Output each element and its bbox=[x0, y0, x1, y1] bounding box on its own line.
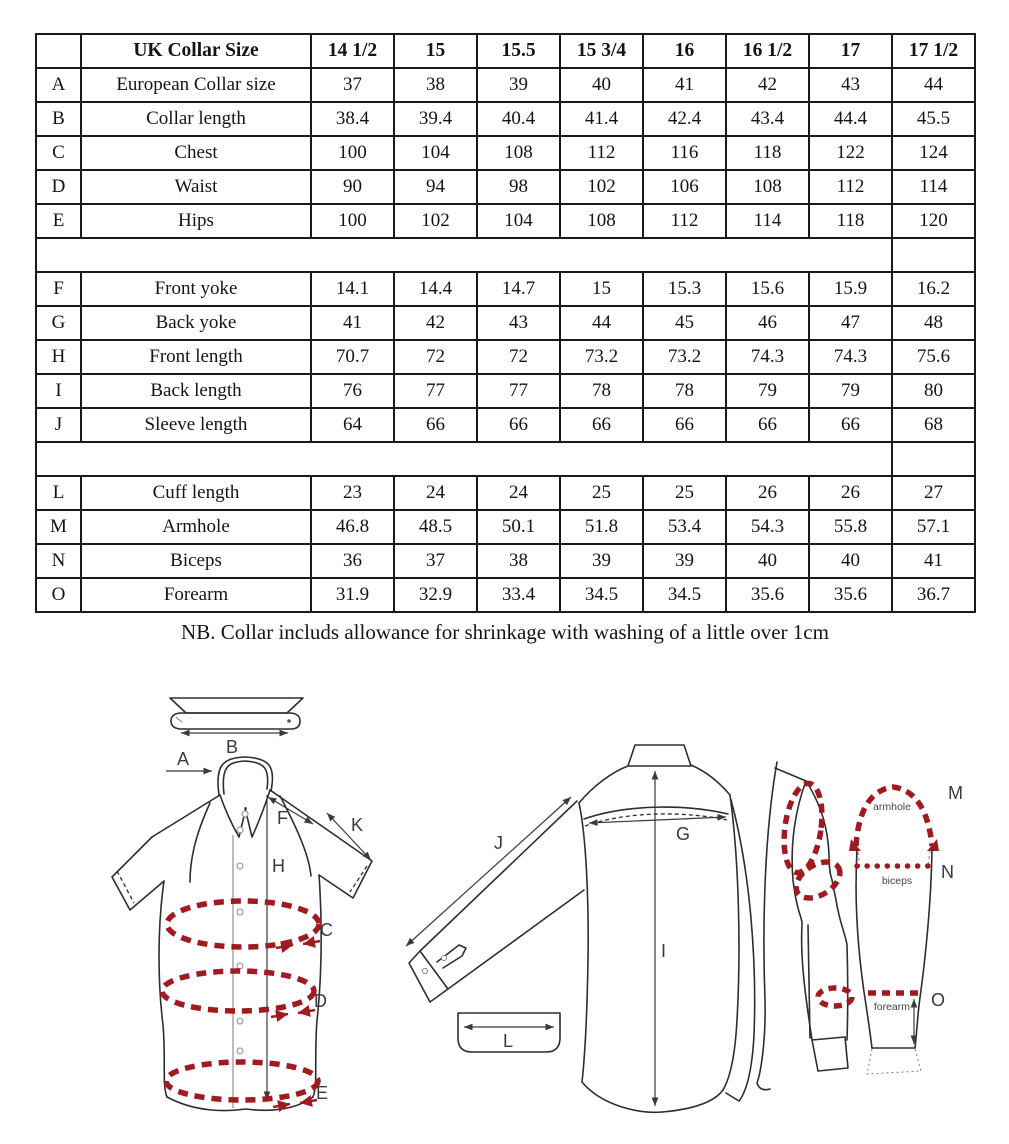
value-cell: 66 bbox=[726, 408, 809, 442]
row-letter: I bbox=[36, 374, 81, 408]
value-cell: 43.4 bbox=[726, 102, 809, 136]
shrinkage-note: NB. Collar includs allowance for shrinkage with washing of a little over 1cm bbox=[181, 620, 829, 644]
value-cell: 76 bbox=[311, 374, 394, 408]
measure-arrow-J bbox=[406, 797, 571, 946]
value-cell: 14.4 bbox=[394, 272, 477, 306]
row-label: Chest bbox=[81, 136, 311, 170]
value-cell: 16.2 bbox=[892, 272, 975, 306]
value-cell: 73.2 bbox=[560, 340, 643, 374]
row-letter: L bbox=[36, 476, 81, 510]
label-d: D bbox=[314, 991, 327, 1011]
row-letter: E bbox=[36, 204, 81, 238]
armhole-annotation: armhole bbox=[873, 801, 911, 813]
value-cell: 108 bbox=[560, 204, 643, 238]
value-cell: 73.2 bbox=[643, 340, 726, 374]
value-cell: 77 bbox=[477, 374, 560, 408]
measure-row-G bbox=[36, 306, 975, 340]
measure-row-H bbox=[36, 340, 975, 374]
cuff-drawing bbox=[458, 1013, 560, 1052]
value-cell: 31.9 bbox=[311, 578, 394, 612]
value-cell: 23 bbox=[311, 476, 394, 510]
armhole-ellipse bbox=[779, 781, 827, 875]
value-cell: 98 bbox=[477, 170, 560, 204]
measure-arrow-G bbox=[589, 817, 726, 823]
label-f: F bbox=[277, 808, 288, 828]
value-cell: 78 bbox=[643, 374, 726, 408]
measurement-diagrams bbox=[0, 686, 1009, 1144]
red-girth-arrows bbox=[271, 941, 320, 1107]
value-cell: 25 bbox=[643, 476, 726, 510]
value-cell: 41.4 bbox=[560, 102, 643, 136]
value-cell: 44.4 bbox=[809, 102, 892, 136]
value-cell: 66 bbox=[809, 408, 892, 442]
value-cell: 44 bbox=[892, 68, 975, 102]
value-cell: 48.5 bbox=[394, 510, 477, 544]
waist-ellipse bbox=[162, 971, 314, 1011]
value-cell: 34.5 bbox=[560, 578, 643, 612]
measure-row-D bbox=[36, 170, 975, 204]
value-cell: 45 bbox=[643, 306, 726, 340]
measure-row-C bbox=[36, 136, 975, 170]
value-cell: 55.8 bbox=[809, 510, 892, 544]
value-cell: 45.5 bbox=[892, 102, 975, 136]
value-cell: 44 bbox=[560, 306, 643, 340]
value-cell: 57.1 bbox=[892, 510, 975, 544]
forearm-ellipse bbox=[818, 988, 852, 1006]
value-cell: 24 bbox=[394, 476, 477, 510]
value-cell: 39 bbox=[477, 68, 560, 102]
value-cell: 112 bbox=[809, 170, 892, 204]
row-letter: N bbox=[36, 544, 81, 578]
spacer-cell-last bbox=[892, 238, 975, 272]
label-j: J bbox=[494, 833, 503, 853]
label-g: G bbox=[676, 824, 691, 844]
value-cell: 25 bbox=[560, 476, 643, 510]
value-cell: 104 bbox=[477, 204, 560, 238]
row-label: Biceps bbox=[81, 544, 311, 578]
spacer-cell-last bbox=[892, 442, 975, 476]
row-letter: C bbox=[36, 136, 81, 170]
row-label: Waist bbox=[81, 170, 311, 204]
row-letter: J bbox=[36, 408, 81, 442]
spacer-row bbox=[36, 238, 975, 272]
value-cell: 37 bbox=[394, 544, 477, 578]
value-cell: 51.8 bbox=[560, 510, 643, 544]
value-cell: 39.4 bbox=[394, 102, 477, 136]
value-cell: 104 bbox=[394, 136, 477, 170]
value-cell: 74.3 bbox=[809, 340, 892, 374]
biceps-annotation: biceps bbox=[881, 875, 913, 887]
label-i: I bbox=[661, 941, 667, 961]
value-cell: 39 bbox=[560, 544, 643, 578]
measure-row-L bbox=[36, 476, 975, 510]
label-m: M bbox=[948, 783, 963, 803]
row-letter: B bbox=[36, 102, 81, 136]
forearm-annotation: forearm bbox=[873, 1001, 910, 1013]
measure-row-M bbox=[36, 510, 975, 544]
label-b: B bbox=[226, 737, 239, 757]
value-cell: 74.3 bbox=[726, 340, 809, 374]
value-cell: 46.8 bbox=[311, 510, 394, 544]
value-cell: 43 bbox=[477, 306, 560, 340]
label-n: N bbox=[941, 862, 954, 882]
value-cell: 42.4 bbox=[643, 102, 726, 136]
value-cell: 36 bbox=[311, 544, 394, 578]
measure-row-N bbox=[36, 544, 975, 578]
value-cell: 114 bbox=[892, 170, 975, 204]
size-header: 15 3/4 bbox=[560, 34, 643, 68]
value-cell: 94 bbox=[394, 170, 477, 204]
measure-row-O bbox=[36, 578, 975, 612]
size-header: 14 1/2 bbox=[311, 34, 394, 68]
measure-row-J bbox=[36, 408, 975, 442]
label-e: E bbox=[316, 1083, 329, 1103]
row-label: Forearm bbox=[81, 578, 311, 612]
value-cell: 120 bbox=[892, 204, 975, 238]
size-header: 17 bbox=[809, 34, 892, 68]
value-cell: 66 bbox=[394, 408, 477, 442]
value-cell: 15.6 bbox=[726, 272, 809, 306]
value-cell: 108 bbox=[477, 136, 560, 170]
value-cell: 43 bbox=[809, 68, 892, 102]
value-cell: 34.5 bbox=[643, 578, 726, 612]
row-letter: H bbox=[36, 340, 81, 374]
value-cell: 66 bbox=[560, 408, 643, 442]
row-label: Cuff length bbox=[81, 476, 311, 510]
value-cell: 42 bbox=[726, 68, 809, 102]
value-cell: 35.6 bbox=[809, 578, 892, 612]
value-cell: 78 bbox=[560, 374, 643, 408]
value-cell: 26 bbox=[809, 476, 892, 510]
row-letter: D bbox=[36, 170, 81, 204]
label-l: L bbox=[503, 1031, 514, 1051]
row-label: Hips bbox=[81, 204, 311, 238]
value-cell: 80 bbox=[892, 374, 975, 408]
value-cell: 24 bbox=[477, 476, 560, 510]
spacer-cell bbox=[36, 442, 892, 476]
row-label: Back length bbox=[81, 374, 311, 408]
measure-row-I bbox=[36, 374, 975, 408]
value-cell: 48 bbox=[892, 306, 975, 340]
collar-band-drawing bbox=[170, 698, 303, 729]
value-cell: 64 bbox=[311, 408, 394, 442]
value-cell: 118 bbox=[726, 136, 809, 170]
buttons bbox=[237, 827, 243, 1054]
value-cell: 118 bbox=[809, 204, 892, 238]
value-cell: 68 bbox=[892, 408, 975, 442]
value-cell: 70.7 bbox=[311, 340, 394, 374]
spacer-row bbox=[36, 442, 975, 476]
value-cell: 27 bbox=[892, 476, 975, 510]
back-shirt-drawing bbox=[406, 745, 755, 1112]
row-label: Back yoke bbox=[81, 306, 311, 340]
value-cell: 42 bbox=[394, 306, 477, 340]
value-cell: 15 bbox=[560, 272, 643, 306]
value-cell: 46 bbox=[726, 306, 809, 340]
size-header: 16 bbox=[643, 34, 726, 68]
value-cell: 124 bbox=[892, 136, 975, 170]
value-cell: 47 bbox=[809, 306, 892, 340]
hips-ellipse bbox=[166, 1062, 318, 1100]
front-shirt-drawing bbox=[112, 698, 372, 1111]
value-cell: 41 bbox=[892, 544, 975, 578]
size-header: 16 1/2 bbox=[726, 34, 809, 68]
value-cell: 35.6 bbox=[726, 578, 809, 612]
value-cell: 15.3 bbox=[643, 272, 726, 306]
armhole-curve bbox=[856, 787, 932, 846]
value-cell: 15.9 bbox=[809, 272, 892, 306]
row-label: Front length bbox=[81, 340, 311, 374]
value-cell: 100 bbox=[311, 136, 394, 170]
label-a: A bbox=[177, 749, 190, 769]
value-cell: 37 bbox=[311, 68, 394, 102]
value-cell: 40 bbox=[560, 68, 643, 102]
row-letter: O bbox=[36, 578, 81, 612]
value-cell: 14.1 bbox=[311, 272, 394, 306]
measure-row-A bbox=[36, 68, 975, 102]
row-label: Collar length bbox=[81, 102, 311, 136]
label-c: C bbox=[320, 920, 333, 940]
value-cell: 53.4 bbox=[643, 510, 726, 544]
value-cell: 79 bbox=[726, 374, 809, 408]
value-cell: 112 bbox=[560, 136, 643, 170]
value-cell: 79 bbox=[809, 374, 892, 408]
value-cell: 36.7 bbox=[892, 578, 975, 612]
value-cell: 66 bbox=[643, 408, 726, 442]
label-h: H bbox=[272, 856, 285, 876]
size-header: 17 1/2 bbox=[892, 34, 975, 68]
value-cell: 77 bbox=[394, 374, 477, 408]
value-cell: 72 bbox=[477, 340, 560, 374]
measure-row-E bbox=[36, 204, 975, 238]
measure-arrow-F bbox=[268, 797, 313, 824]
size-chart-body bbox=[36, 34, 975, 612]
value-cell: 40 bbox=[809, 544, 892, 578]
row-label: Armhole bbox=[81, 510, 311, 544]
row-letter: F bbox=[36, 272, 81, 306]
chest-ellipse bbox=[167, 901, 319, 947]
value-cell: 41 bbox=[311, 306, 394, 340]
value-cell: 114 bbox=[726, 204, 809, 238]
value-cell: 38 bbox=[477, 544, 560, 578]
row-letter: M bbox=[36, 510, 81, 544]
value-cell: 122 bbox=[809, 136, 892, 170]
measure-arrow-K bbox=[327, 813, 371, 860]
value-cell: 116 bbox=[643, 136, 726, 170]
row-letter: A bbox=[36, 68, 81, 102]
sleeve-drawing bbox=[757, 762, 963, 1090]
value-cell: 108 bbox=[726, 170, 809, 204]
value-cell: 40.4 bbox=[477, 102, 560, 136]
value-cell: 102 bbox=[560, 170, 643, 204]
value-cell: 102 bbox=[394, 204, 477, 238]
value-cell: 40 bbox=[726, 544, 809, 578]
value-cell: 75.6 bbox=[892, 340, 975, 374]
value-cell: 54.3 bbox=[726, 510, 809, 544]
armpit-ellipse bbox=[790, 855, 847, 906]
value-cell: 72 bbox=[394, 340, 477, 374]
size-header: 15 bbox=[394, 34, 477, 68]
value-cell: 90 bbox=[311, 170, 394, 204]
value-cell: 38 bbox=[394, 68, 477, 102]
row-label: Front yoke bbox=[81, 272, 311, 306]
value-cell: 14.7 bbox=[477, 272, 560, 306]
row-label: European Collar size bbox=[81, 68, 311, 102]
value-cell: 33.4 bbox=[477, 578, 560, 612]
spacer-cell bbox=[36, 238, 892, 272]
header-row bbox=[36, 34, 975, 68]
value-cell: 32.9 bbox=[394, 578, 477, 612]
value-cell: 41 bbox=[643, 68, 726, 102]
value-cell: 26 bbox=[726, 476, 809, 510]
size-chart-table bbox=[35, 33, 976, 613]
size-header: 15.5 bbox=[477, 34, 560, 68]
label-o: O bbox=[931, 990, 946, 1010]
value-cell: 112 bbox=[643, 204, 726, 238]
measure-row-B bbox=[36, 102, 975, 136]
row-label: Sleeve length bbox=[81, 408, 311, 442]
row-letter: G bbox=[36, 306, 81, 340]
uk-collar-size-header: UK Collar Size bbox=[81, 34, 311, 68]
value-cell: 66 bbox=[477, 408, 560, 442]
corner-cell bbox=[36, 34, 81, 68]
value-cell: 106 bbox=[643, 170, 726, 204]
value-cell: 100 bbox=[311, 204, 394, 238]
measure-row-F bbox=[36, 272, 975, 306]
value-cell: 50.1 bbox=[477, 510, 560, 544]
label-k: K bbox=[351, 815, 364, 835]
value-cell: 38.4 bbox=[311, 102, 394, 136]
value-cell: 39 bbox=[643, 544, 726, 578]
